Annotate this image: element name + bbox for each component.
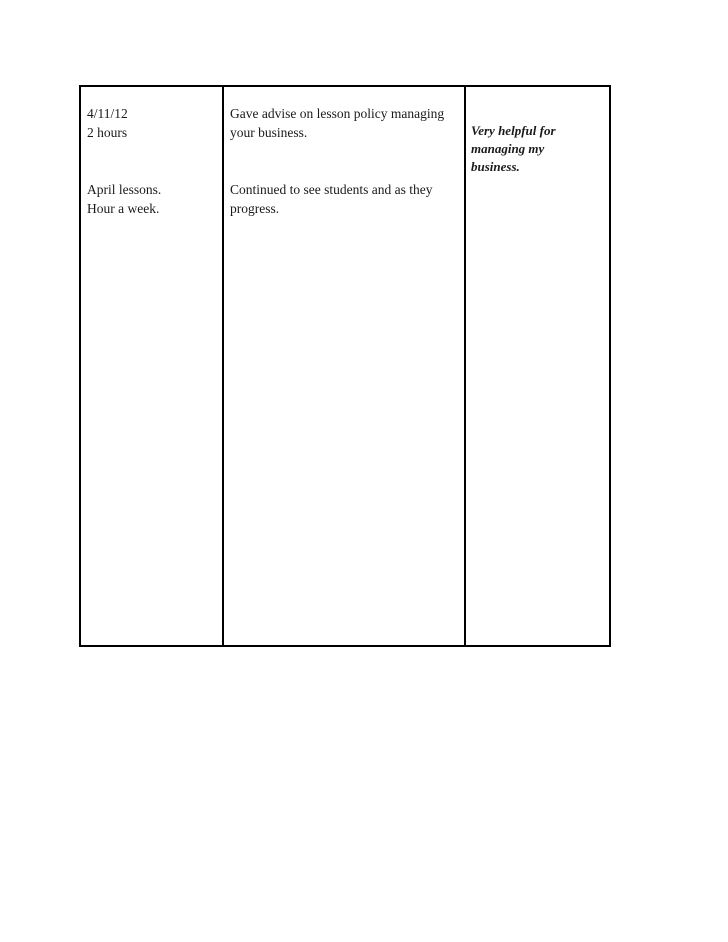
date-column xyxy=(81,87,224,645)
entry-2-activity-line-1: Continued to see students and as they xyxy=(230,182,433,197)
entry-1-activity-line-2: your business. xyxy=(230,125,308,140)
entry-1-activity-line-1: Gave advise on lesson policy managing xyxy=(230,106,445,121)
entry-2-activity-line-2: progress. xyxy=(230,201,280,216)
comment-column xyxy=(466,87,609,645)
entry-1-date: 4/11/12 xyxy=(87,106,128,121)
comment-line-2: managing my xyxy=(471,141,545,156)
entry-2-duration: Hour a week. xyxy=(87,201,160,216)
entry-1-duration: 2 hours xyxy=(87,125,128,140)
mentor-log-table xyxy=(79,85,611,647)
comment-line-3: business. xyxy=(471,159,520,174)
entry-2-date: April lessons. xyxy=(87,182,162,197)
activity-column xyxy=(224,87,466,645)
comment-line-1: Very helpful for xyxy=(471,123,556,138)
